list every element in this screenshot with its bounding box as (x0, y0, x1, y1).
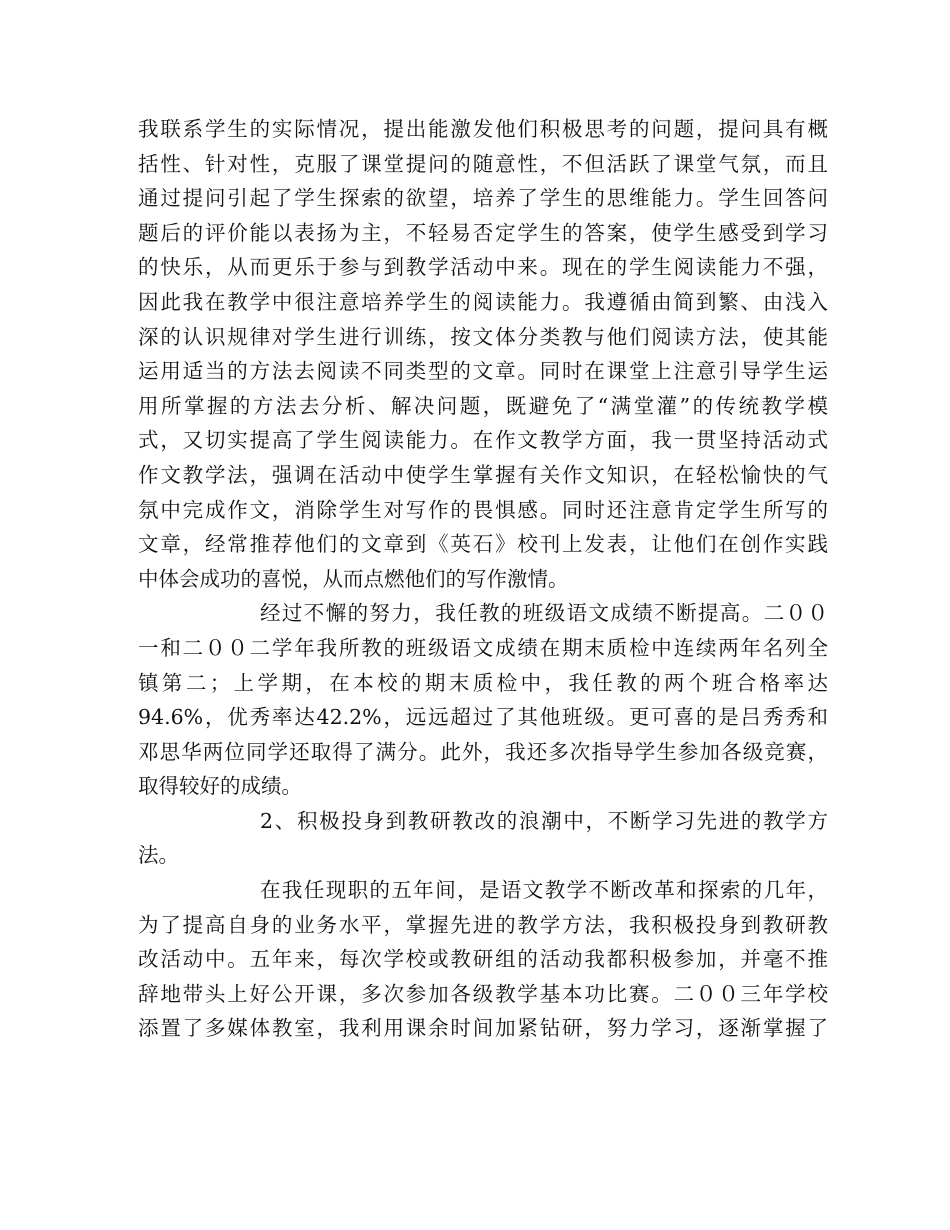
text-line: 我联系学生的实际情况，提出能激发他们积极思考的问题，提问具有概 (138, 117, 828, 141)
text-line: 改活动中。五年来，每次学校或教研组的活动我都积极参加，并毫不推 (138, 947, 828, 972)
text-line: 通过提问引起了学生探索的欲望，培养了学生的思维能力。学生回答问 (138, 186, 828, 211)
text-line: 镇第二；上学期，在本校的期末质检中，我任教的两个班合格率达 (138, 670, 828, 695)
text-line: 作文教学法，强调在活动中使学生掌握有关作文知识，在轻松愉快的气 (138, 462, 828, 487)
text-line: 经过不懈的努力，我任教的班级语文成绩不断提高。二００ (260, 601, 828, 626)
text-line: 辞地带头上好公开课，多次参加各级教学基本功比赛。二００三年学校 (138, 981, 828, 1006)
text-line: 题后的评价能以表扬为主，不轻易否定学生的答案，使学生感受到学习 (138, 220, 828, 245)
text-line: 取得较好的成绩。 (138, 774, 302, 799)
document-body (138, 112, 828, 1046)
text-line: 为了提高自身的业务水平，掌握先进的教学方法，我积极投身到教研教 (138, 912, 828, 937)
text-line: 氛中完成作文，消除学生对写作的畏惧感。同时还注意肯定学生所写的 (138, 497, 828, 522)
text-line: 一和二００二学年我所教的班级语文成绩在期末质检中连续两年名列全 (138, 635, 828, 660)
text-line: 添置了多媒体教室，我利用课余时间加紧钻研，努力学习，逐渐掌握了 (138, 1016, 828, 1041)
text-line: 用所掌握的方法去分析、解决问题，既避免了“满堂灌”的传统教学模 (138, 393, 828, 418)
text-line: 式，又切实提高了学生阅读能力。在作文教学方面，我一贯坚持活动式 (138, 428, 828, 453)
text-line: 文章，经常推荐他们的文章到《英石》校刊上发表，让他们在创作实践 (138, 532, 828, 557)
text-line: 中体会成功的喜悦，从而点燃他们的写作激情。 (138, 566, 569, 591)
text-line: 邓思华两位同学还取得了满分。此外，我还多次指导学生参加各级竞赛， (138, 739, 828, 764)
text-line: 的快乐，从而更乐于参与到教学活动中来。现在的学生阅读能力不强， (138, 255, 828, 280)
section-heading-line: 法。 (138, 843, 179, 868)
text-line: 因此我在教学中很注意培养学生的阅读能力。我遵循由简到繁、由浅入 (138, 289, 828, 314)
section-heading-line: 2、积极投身到教研教改的浪潮中，不断学习先进的教学方 (260, 808, 828, 833)
text-line: 深的认识规律对学生进行训练，按文体分类教与他们阅读方法，使其能 (138, 324, 828, 349)
text-line: 运用适当的方法去阅读不同类型的文章。同时在课堂上注意引导学生运 (138, 359, 828, 384)
text-line: 94.6%，优秀率达42.2%，远远超过了其他班级。更可喜的是吕秀秀和 (138, 705, 828, 730)
text-line: 括性、针对性，克服了课堂提问的随意性，不但活跃了课堂气氛，而且 (138, 151, 828, 176)
text-line: 在我任现职的五年间，是语文教学不断改革和探索的几年， (260, 878, 828, 903)
